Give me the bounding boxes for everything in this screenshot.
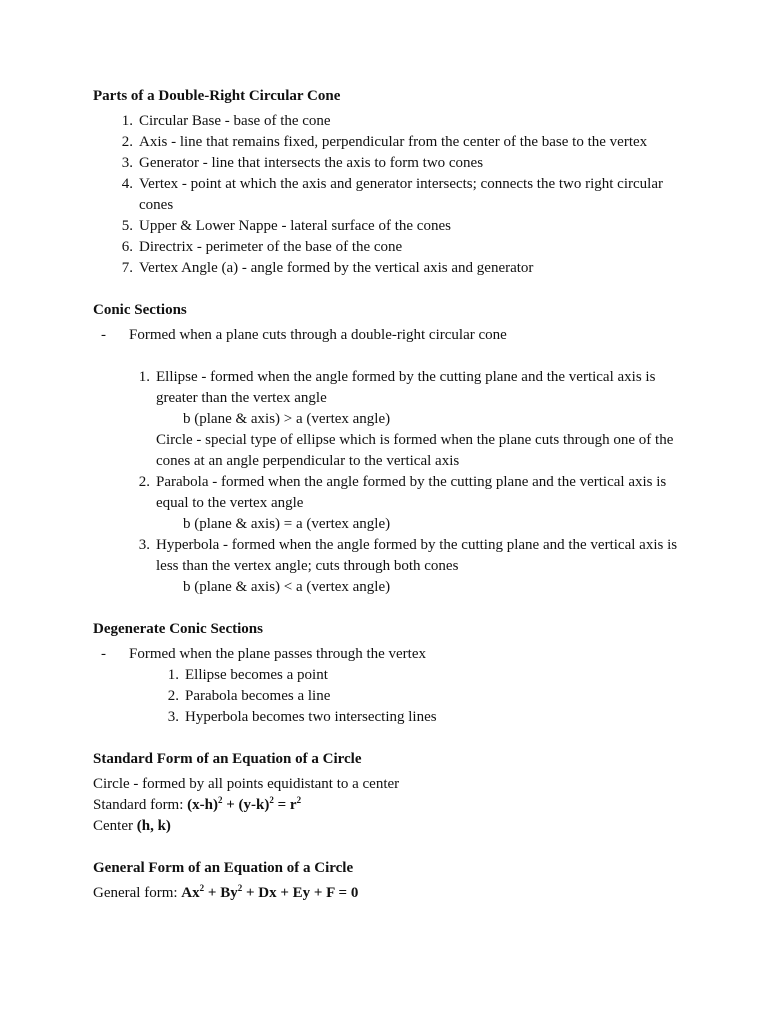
- list-item: 2. Parabola becomes a line: [167, 688, 331, 704]
- degenerate-list: [93, 665, 693, 728]
- circle-note: Circle - special type of ellipse which is formed when the plane cuts through one of the cones at an angle perpendicular to the vertical axis: [156, 432, 674, 469]
- section-title: Parts of a Double-Right Circular Cone: [93, 88, 341, 104]
- conic-types-list: [93, 367, 693, 598]
- list-item: 3. Generator - line that intersects the axis to form two cones: [121, 155, 484, 171]
- standard-form-equation: Standard form: $(x-h)^2 + (y-k)^2 = r^2$: [93, 795, 302, 813]
- list-item: 6. Directrix - perimeter of the base of the cone: [121, 239, 403, 255]
- section-title: Conic Sections: [93, 302, 187, 318]
- list-item: 7. Vertex Angle (a) - angle formed by the vertical axis and generator: [121, 260, 534, 276]
- section-degenerate: [93, 619, 693, 728]
- section-title: Degenerate Conic Sections: [93, 621, 263, 637]
- section-general-form: [93, 858, 693, 904]
- bullet-item: - Formed when the plane passes through the vertex: [101, 646, 427, 662]
- angle-rule: b (plane & axis) = a (vertex angle): [183, 516, 391, 532]
- list-item: 1. Ellipse becomes a point: [167, 667, 328, 683]
- section-standard-form: [93, 749, 693, 837]
- section-cone-parts: [93, 86, 693, 279]
- section-title: Standard Form of an Equation of a Circle: [93, 751, 362, 767]
- general-form-equation: General form: $Ax^2 + By^2 + Dx + Ey + F = 0$: [93, 883, 359, 901]
- section-title: General Form of an Equation of a Circle: [93, 860, 354, 876]
- center-line: Center (h, k): [93, 818, 171, 834]
- document-page: [93, 86, 693, 925]
- angle-rule: b (plane & axis) > a (vertex angle): [183, 411, 391, 427]
- list-item: 1. Circular Base - base of the cone: [121, 113, 331, 129]
- list-item-parabola: 2. Parabola - formed when the angle formed by the cutting plane and the vertical axis is equal to the vertex angle b (plane & axis) = a (vertex angle): [93, 472, 693, 535]
- section-conic-sections: [93, 300, 693, 598]
- cone-parts-list: [93, 111, 693, 279]
- circle-definition: Circle - formed by all points equidistant to a center: [93, 776, 400, 792]
- list-item-ellipse: 1. Ellipse - formed when the angle formed by the cutting plane and the vertical axis is greater than the vertex angle b (plane & axis) > a (vertex angle) Circle - special type of ellipse which is formed when the plane cuts through one of the cones at an angle perpendicular to the vertical axis: [93, 367, 693, 472]
- angle-rule: b (plane & axis) < a (vertex angle): [183, 579, 391, 595]
- list-item: 5. Upper & Lower Nappe - lateral surface of the cones: [121, 218, 451, 234]
- list-item: 3. Hyperbola becomes two intersecting lines: [167, 709, 437, 725]
- list-item: 2. Axis - line that remains fixed, perpendicular from the center of the base to the vertex: [121, 134, 648, 150]
- list-item-hyperbola: 3. Hyperbola - formed when the angle formed by the cutting plane and the vertical axis is less than the vertex angle; cuts through both cones b (plane & axis) < a (vertex angle): [93, 535, 693, 598]
- bullet-item: - Formed when a plane cuts through a double-right circular cone: [101, 327, 507, 343]
- list-item: 4. Vertex - point at which the axis and generator intersects; connects the two right circular cones: [121, 176, 663, 213]
